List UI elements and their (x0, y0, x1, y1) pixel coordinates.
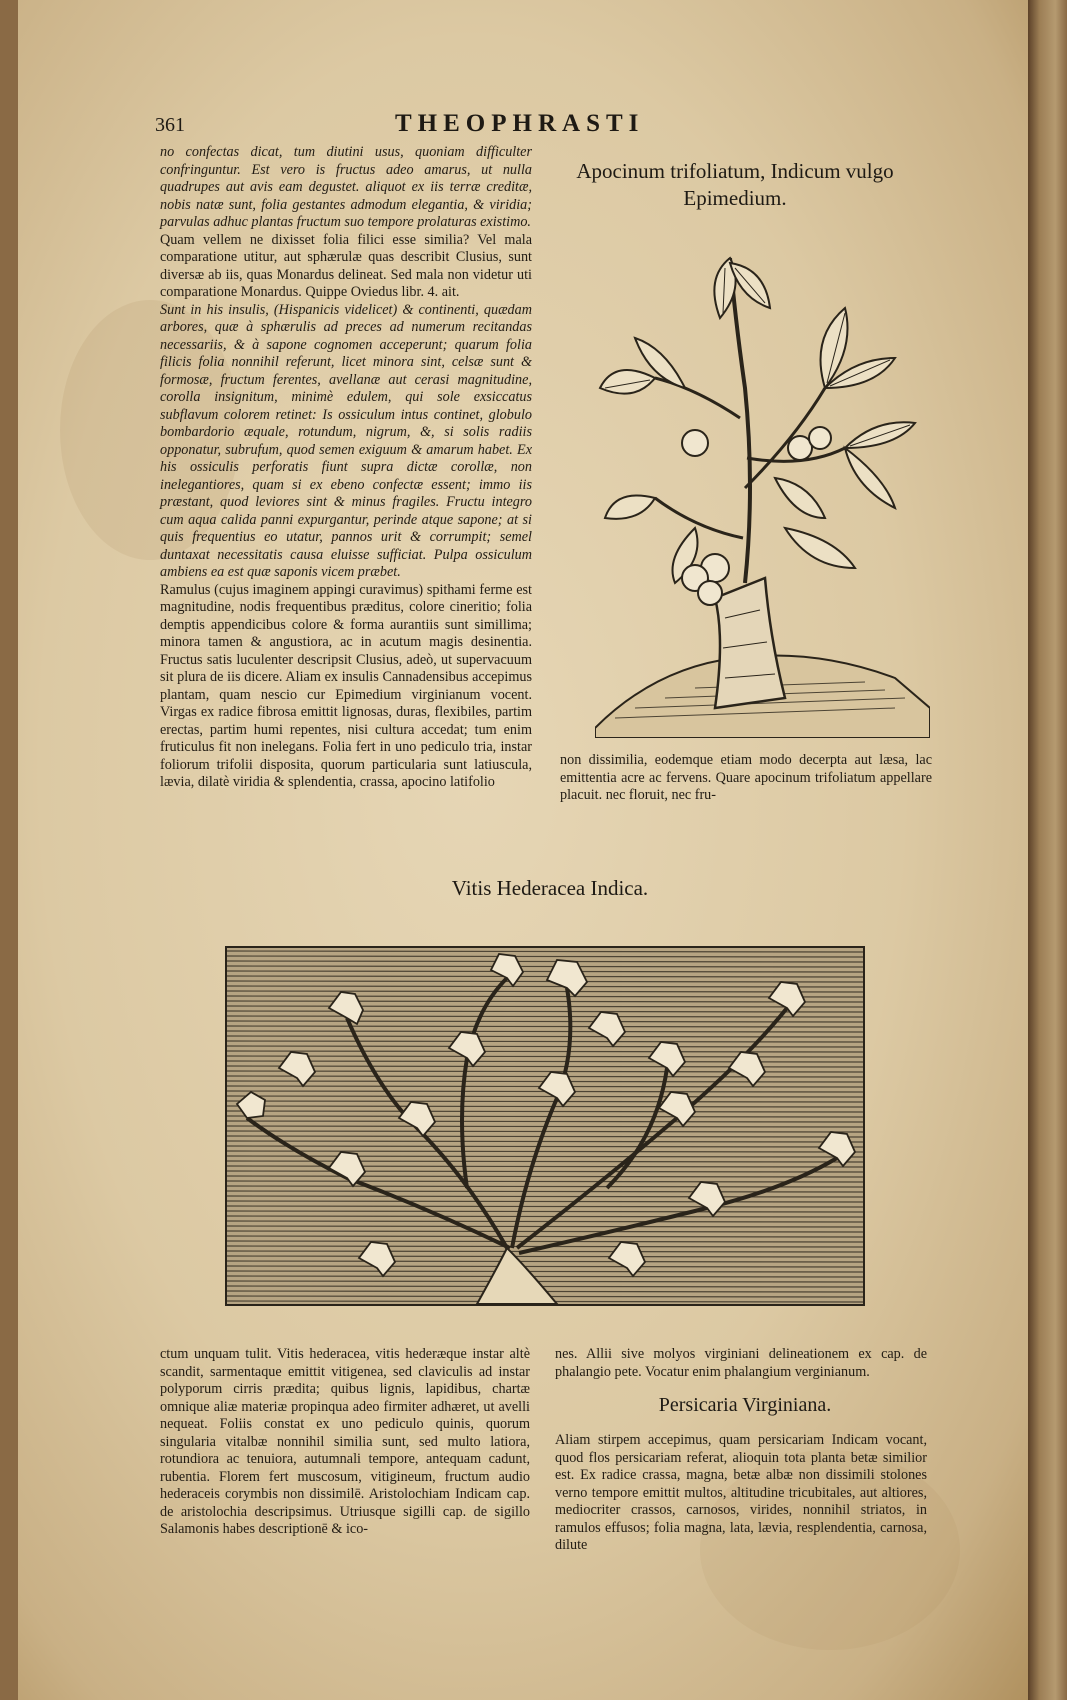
right-column-lower (555, 1346, 927, 1381)
paragraph: ctum unquam tulit. Vitis hederacea, vitis hederæque instar altè scandit, sarmentaque emittit vitigenea, sed claviculis ad instar polyporum cirris prædita; quibus lignis, lapidibus, chartæ omnique aliæ materiæ propinqua adeo firmiter adhæret, ut avelli nequeat. Foliis constat ex uno pediculo quinis, quorum singularia vitalbæ nonnihil similia sunt, sed multo latiora, rotundiora ac tenuiora, autumnali tempore, antequam cadunt, rubentia. Florem fert muscosum, vitigineum, fructum audio hederaceis corymbis non dissimilē. Aristolochiam Indicam cap. de aristolochia descripsimus. Utriusque sigilli cap. de sigillo Salamonis habes descriptionē & ico- (160, 1346, 530, 1537)
quotation: Sunt in his insulis, (Hispanicis videlicet) & continenti, quædam arbores, quæ à sphærulis ad preces ad numerum recitandas necessariis, & à sapone cognomen acceperunt; quarum folia filicis folia nonnihil referunt, licet minora sint, celsæ sunt & formosæ, fructum ferentes, avellanæ aut cerasi magnitudine, corolla insignitum, minimè edulem, qui sole exsiccatus subflavum colorem retinet: Is ossiculum intus continet, globulo bombardorio æquale, rotundum, nigrum, &, si solis radiis opponatur, subrufum, quod semen exiguum & amarum habet. Ex his ossiculis perforatis fiunt supra dictæ corollæ, non inelegantiores, quam si ex ebeno confectæ essent; immo iis præstant, quod leviores sint & minus fragiles. Fructu integro cum aqua calida panni expurgantur, perinde atque sapone; at si quis frequentius eo utatur, pannos urit & corrumpit; semel duntaxat necessitatis causa eluisse sufficiat. Pulpa ossiculum ambiens ea est quæ saponis vicem præbet. (160, 301, 532, 580)
woodcut-vitis-illustration (225, 946, 865, 1306)
adjacent-page-edge (1028, 0, 1067, 1700)
running-title: THEOPHRASTI (395, 110, 645, 137)
right-column-lower-body (555, 1432, 927, 1555)
paragraph: non dissimilia, eodemque etiam modo decerpta aut læsa, lac emittentia acre ac fervens. Quare apocinum trifoliatum appellare placuit. nec floruit, nec fru- (560, 752, 932, 803)
vitis-woodcut-svg (227, 948, 863, 1304)
woodcut-apocinum-illustration (595, 238, 930, 738)
paragraph: Ramulus (cujus imaginem appingi curavimus) spithami ferme est magnitudine, nodis frequentibus præditus, colore cineritio; folia demptis appendicibus colore & forma aurantiis sunt simillima; minora tamen & angustiora, ac in acutum magis desinentia. Fructus satis luculenter descripsit Clusius, adeò, ut supervacuum sit plura de iis dicere. Aliam ex insulis Cannadensibus accepimus plantam, quam nescio cur Epimedium virginianum vocent. Virgas ex radice fibrosa emittit lignosas, duras, flexibiles, partim erectas, partim humi repentes, nisi cultura accedat; tum enim fruticulus fit non inelegans. Folia fert in uno pediculo tria, instar foliorum trifolii disposita, quorum particularia sunt latiuscula, lævia, dilatè viridia & splendentia, crassa, apocino latifolio (160, 581, 532, 790)
figure-title-apocinum: Apocinum trifoliatum, Indicum vulgo Epimedium. (576, 159, 894, 210)
page-header (155, 110, 955, 140)
left-column-upper (160, 144, 532, 792)
paragraph: no confectas dicat, tum diutini usus, quoniam difficulter confringuntur. Est vero is fructus adeo amarus, ut nulla quadrupes aut avis eam degustet. aliquot ex iis terræ creditæ, nobis natæ sunt, folia gestantes admodum elegantia, & viridia; parvulas adhuc plantas fructum suo tempore prolaturas existimo. (160, 144, 532, 230)
right-column-upper (560, 752, 932, 805)
page-number: 361 (155, 114, 185, 136)
paragraph: Aliam stirpem accepimus, quam persicariam Indicam vocant, quod flos persicariam referat, alioquin tota planta betæ similior est. Ex radice crassa, magna, betæ albæ non dissimili stolones verno tempore emittit multos, altitudine tricubitales, aut altiores, mediocriter crassos, carnosos, virides, nonnihil striatos, in ramulos effusos; folia magna, lata, lævia, resplendentia, carnosa, dilute (555, 1432, 927, 1553)
section-heading-persicaria: Persicaria Virginiana. (658, 1394, 832, 1416)
left-column-lower (160, 1346, 530, 1539)
figure-title-vitis: Vitis Hederacea Indica. (451, 876, 649, 900)
paragraph: Quam vellem ne dixisset folia filici esse similia? Vel mala comparatione utitur, aut sphærulæ quas describit Clusius, sunt diversæ ab iis, quas Monardus delineat. Sed mala non videtur uti comparatione Monardus. Quippe Oviedus libr. 4. ait. (160, 231, 532, 300)
paragraph: nes. Allii sive molyos virginiani delineationem ex cap. de phalangio pete. Vocatur enim phalangium verginianum. (555, 1346, 927, 1380)
